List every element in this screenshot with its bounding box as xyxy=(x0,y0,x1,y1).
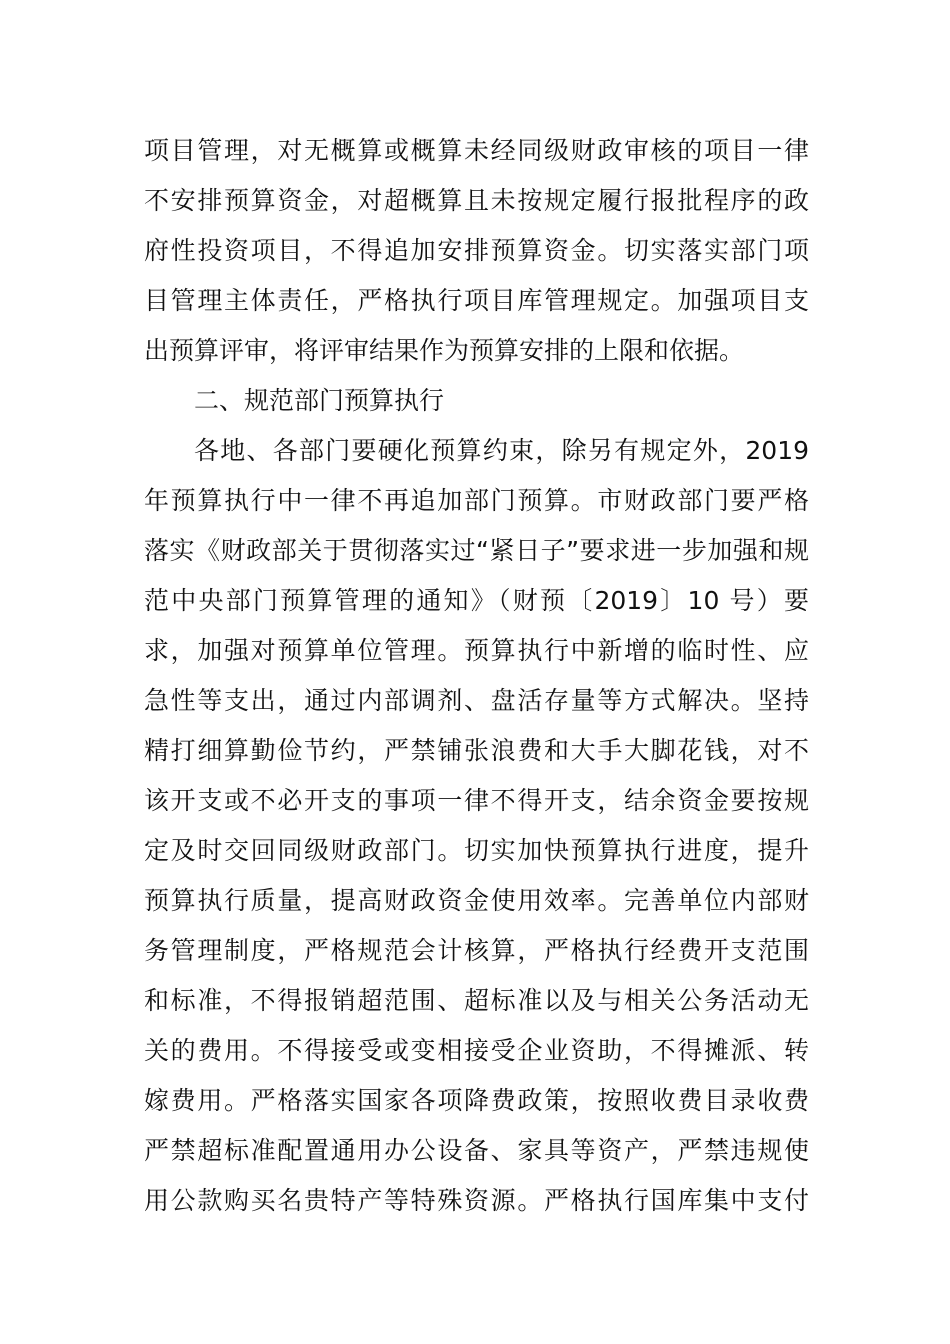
paragraph-2-line-5: 求，加强对预算单位管理。预算执行中新增的临时性、应 xyxy=(144,636,809,665)
paragraph-1-line-4: 目管理主体责任，严格执行项目库管理规定。加强项目支 xyxy=(144,286,809,315)
section-heading: 二、规范部门预算执行 xyxy=(194,386,445,415)
paragraph-2-line-15: 严禁超标准配置通用办公设备、家具等资产，严禁违规使 xyxy=(144,1136,809,1165)
paragraph-2-line-7: 精打细算勤俭节约，严禁铺张浪费和大手大脚花钱，对不 xyxy=(144,736,809,765)
document-body xyxy=(144,126,809,1226)
paragraph-2-line-1: 各地、各部门要硬化预算约束，除另有规定外，2019 xyxy=(194,436,809,465)
paragraph-2-line-12: 和标准，不得报销超范围、超标准以及与相关公务活动无 xyxy=(144,986,809,1015)
paragraph-2-line-6: 急性等支出，通过内部调剂、盘活存量等方式解决。坚持 xyxy=(144,686,809,715)
paragraph-2-line-9: 定及时交回同级财政部门。切实加快预算执行进度，提升 xyxy=(144,836,809,865)
paragraph-2-line-14: 嫁费用。严格落实国家各项降费政策，按照收费目录收费 xyxy=(144,1086,809,1115)
paragraph-2-line-11: 务管理制度，严格规范会计核算，严格执行经费开支范围 xyxy=(144,936,809,965)
paragraph-2-line-2: 年预算执行中一律不再追加部门预算。市财政部门要严格 xyxy=(144,486,809,515)
paragraph-2-line-16: 用公款购买名贵特产等特殊资源。严格执行国库集中支付 xyxy=(144,1186,809,1215)
paragraph-2-line-4: 范中央部门预算管理的通知》（财预〔2019〕10 号）要 xyxy=(144,586,809,615)
paragraph-2-line-10: 预算执行质量，提高财政资金使用效率。完善单位内部财 xyxy=(144,886,809,915)
paragraph-1-line-3: 府性投资项目，不得追加安排预算资金。切实落实部门项 xyxy=(144,236,809,265)
paragraph-1-line-1: 项目管理，对无概算或概算未经同级财政审核的项目一律 xyxy=(144,136,809,165)
paragraph-2-line-8: 该开支或不必开支的事项一律不得开支，结余资金要按规 xyxy=(144,786,809,815)
paragraph-1-line-2: 不安排预算资金，对超概算且未按规定履行报批程序的政 xyxy=(144,186,809,215)
paragraph-1-line-5: 出预算评审，将评审结果作为预算安排的上限和依据。 xyxy=(144,336,745,365)
paragraph-2-line-3: 落实《财政部关于贯彻落实过“紧日子”要求进一步加强和规 xyxy=(144,536,809,565)
paragraph-2-line-13: 关的费用。不得接受或变相接受企业资助，不得摊派、转 xyxy=(144,1036,809,1065)
